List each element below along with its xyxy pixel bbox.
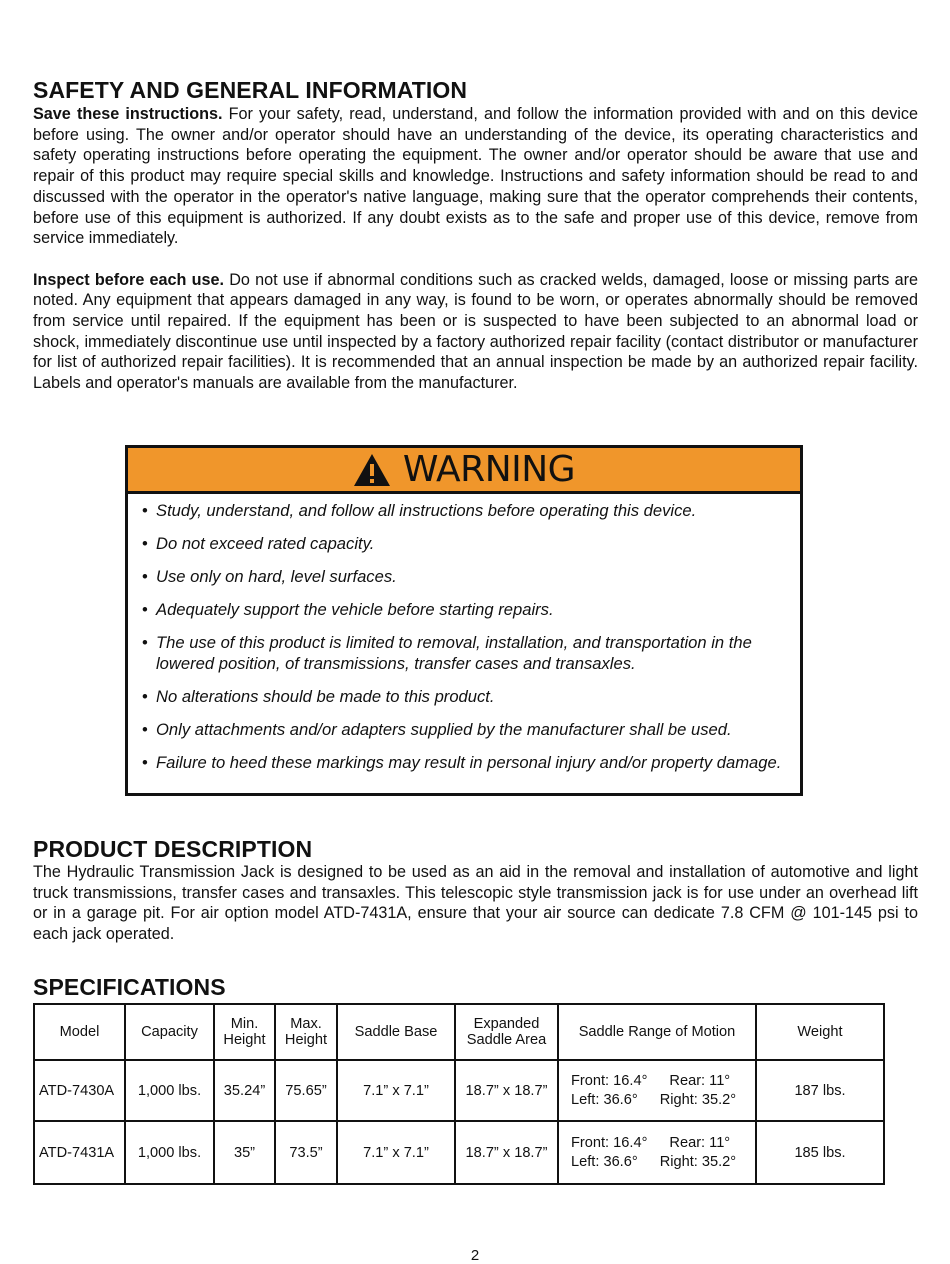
col-max-height: Max. Height — [275, 1004, 337, 1060]
warning-triangle-icon — [353, 453, 391, 487]
cell-model: ATD-7431A — [34, 1121, 125, 1184]
bullet: • — [142, 567, 148, 586]
product-heading: PRODUCT DESCRIPTION — [33, 836, 313, 862]
cell-expanded: 18.7” x 18.7” — [455, 1121, 558, 1184]
col-expanded-saddle-area: Expanded Saddle Area — [455, 1004, 558, 1060]
col-saddle-base: Saddle Base — [337, 1004, 455, 1060]
page-number: 2 — [470, 1247, 480, 1264]
col-min-height: Min. Height — [214, 1004, 275, 1060]
specifications-section — [33, 974, 918, 1185]
save-instructions-paragraph — [33, 104, 918, 249]
col-model: Model — [34, 1004, 125, 1060]
inspect-paragraph — [33, 270, 918, 394]
warning-list — [128, 494, 800, 773]
cell-max-height: 73.5” — [275, 1121, 337, 1184]
save-instructions-text: For your safety, read, understand, and follow the information provided with and on this device before using. The owner and/or operator should have an understanding of the device, its operating characteristics and safety operating instructions before operating the equipment. The owner and/or operator should be aware that use and repair of this product may require special skills and knowledge. Instructions and safety information should be read to and discussed with the operator in the operator's native language, making sure that the operator comprehends their contents, before use of this equipment is authorized. If any doubt exists as to the safe and proper use of this device, remove from service immediately. — [33, 105, 918, 248]
bullet: • — [142, 534, 148, 553]
cell-max-height: 75.65” — [275, 1060, 337, 1121]
warning-item: • Only attachments and/or adapters supplied by the manufacturer shall be used. — [142, 719, 732, 739]
bullet: • — [142, 752, 148, 772]
warning-item: • Failure to heed these markings may result in personal injury and/or property damage. — [142, 752, 782, 772]
warning-title: WARNING — [402, 448, 576, 490]
cell-capacity: 1,000 lbs. — [125, 1121, 214, 1184]
cell-min-height: 35” — [214, 1121, 275, 1184]
specifications-heading: SPECIFICATIONS — [33, 974, 226, 1000]
cell-saddle-base: 7.1” x 7.1” — [337, 1121, 455, 1184]
table-header-row — [34, 1004, 884, 1060]
warning-box — [125, 445, 803, 796]
col-weight: Weight — [756, 1004, 884, 1060]
warning-item: • Use only on hard, level surfaces. — [142, 567, 397, 586]
bullet: • — [142, 600, 148, 619]
safety-section — [33, 77, 918, 394]
cell-min-height: 35.24” — [214, 1060, 275, 1121]
cell-range: Front: 16.4° Rear: 11° Left: 36.6° Right: 35.2° — [558, 1060, 756, 1121]
cell-model: ATD-7430A — [34, 1060, 125, 1121]
inspect-text: Do not use if abnormal conditions such as cracked welds, damaged, loose or missing parts are noted. Any equipment that appears damaged in any way, is found to be worn, or operates abnormally should be removed from service until repaired. If the equipment has been or is suspected to have been subjected to an abnormal load or shock, immediately discontinue use until inspected by a factory authorized repair facility (contact distributor or manufacturer for list of authorized repair facilities). It is recommended that an annual inspection be made by an authorized repair facility. Labels and operator's manuals are available from the manufacturer. — [33, 270, 918, 393]
table-row — [34, 1121, 884, 1184]
bullet: • — [142, 633, 148, 652]
warning-item: • Study, understand, and follow all instructions before operating this device. — [142, 501, 697, 520]
warning-item: • The use of this product is limited to removal, installation, and transportation in the lowered position, of transmissions, transfer cases and transaxles. — [142, 633, 752, 673]
cell-expanded: 18.7” x 18.7” — [455, 1060, 558, 1121]
product-description: The Hydraulic Transmission Jack is designed to be used as an aid in the removal and installation of automotive and light truck transmissions, transfer cases and transaxles. This telescopic style transmission jack is for use under an overhead lift or in a garage pit. For air option model ATD-7431A, ensure that your air source can dedicate 7.8 CFM @ 101-145 psi to each jack operated. — [33, 863, 918, 944]
product-section — [33, 836, 918, 945]
cell-saddle-base: 7.1” x 7.1” — [337, 1060, 455, 1121]
cell-weight: 185 lbs. — [756, 1121, 884, 1184]
bullet: • — [142, 501, 148, 520]
inspect-lead: Inspect before each use. — [33, 270, 224, 289]
warning-item: • Do not exceed rated capacity. — [142, 534, 375, 553]
specifications-table — [33, 1003, 885, 1185]
col-saddle-range: Saddle Range of Motion — [558, 1004, 756, 1060]
table-row — [34, 1060, 884, 1121]
warning-item: • No alterations should be made to this product. — [142, 686, 495, 706]
cell-weight: 187 lbs. — [756, 1060, 884, 1121]
safety-heading: SAFETY AND GENERAL INFORMATION — [33, 77, 468, 103]
warning-header — [128, 448, 800, 494]
cell-capacity: 1,000 lbs. — [125, 1060, 214, 1121]
save-instructions-lead: Save these instructions. — [33, 105, 223, 123]
col-capacity: Capacity — [125, 1004, 214, 1060]
bullet: • — [142, 686, 148, 706]
cell-range: Front: 16.4° Rear: 11° Left: 36.6° Right: 35.2° — [558, 1121, 756, 1184]
warning-item: • Adequately support the vehicle before starting repairs. — [142, 600, 554, 619]
bullet: • — [142, 719, 148, 739]
